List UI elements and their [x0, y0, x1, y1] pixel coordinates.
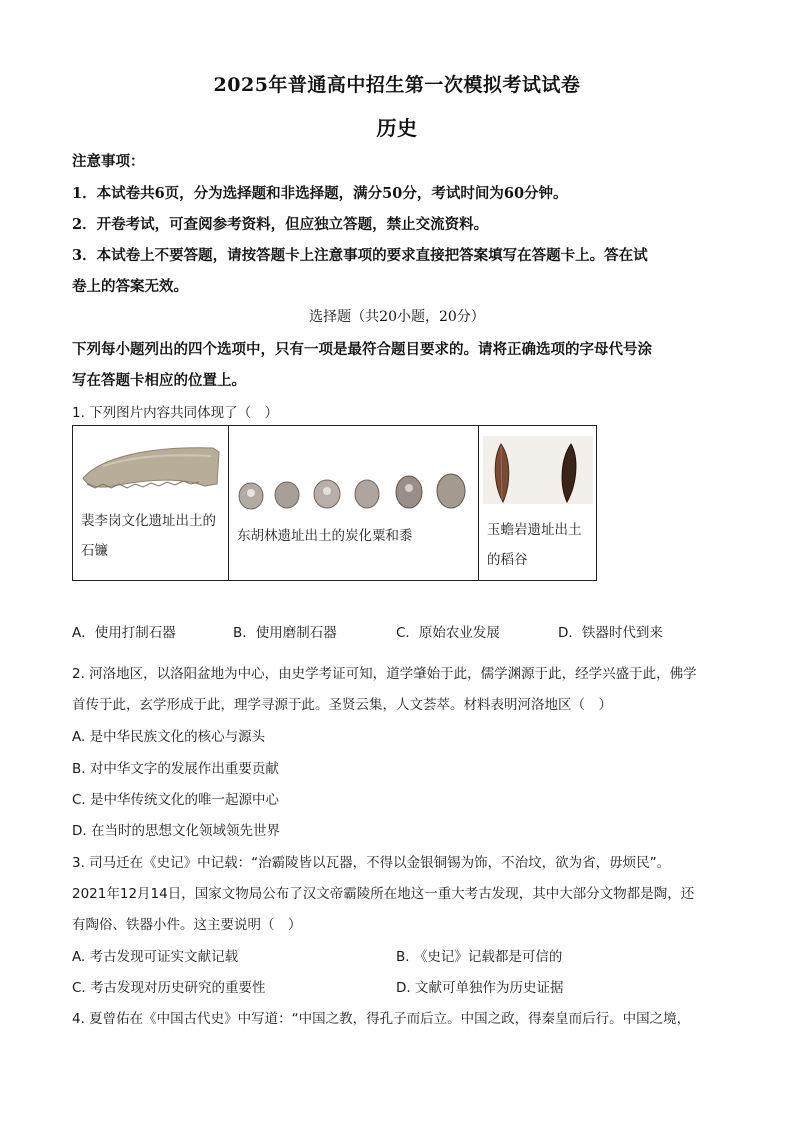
notice-item-2: 2．开卷考试，可查阅参考资料，但应独立答题，禁止交流资料。: [72, 216, 489, 233]
q3-stem-3: 有陶俗、铁器小件。这主要说明（ ）: [72, 917, 302, 933]
q3-option-d: D. 文献可单独作为历史证据: [396, 980, 564, 996]
q2-option-a: A. 是中华民族文化的核心与源头: [72, 729, 266, 745]
q1-option-b: B．使用磨制石器: [233, 625, 337, 641]
notice-heading: 注意事项：: [72, 153, 145, 170]
q1-caption-3a: 玉蟾岩遗址出土: [487, 522, 582, 538]
q3-stem-1: 3. 司马迁在《史记》中记载：“治霸陵皆以瓦器，不得以金银铜锡为饰，不治坟，欲为省，毋烦民”。: [72, 855, 671, 871]
q1-option-a: A．使用打制石器: [72, 625, 176, 641]
notice-item-3: 3．本试卷上不要答题，请按答题卡上注意事项的要求直接把答案填写在答题卡上。答在试: [72, 247, 648, 264]
q1-cell-rice: [479, 426, 597, 581]
q1-cell-sickle: [73, 426, 229, 581]
notice-item-3-cont: 卷上的答案无效。: [72, 278, 188, 295]
q2-option-b: B. 对中华文字的发展作出重要贡献: [72, 761, 279, 777]
q2-stem-1: 2. 河洛地区，以洛阳盆地为中心，由史学考证可知，道学肇始于此，儒学渊源于此，经学兴盛于此，佛学: [72, 666, 697, 682]
q1-option-d: D．铁器时代到来: [558, 625, 663, 641]
notice-item-1: 1．本试卷共6页，分为选择题和非选择题，满分50分，考试时间为60分钟。: [72, 185, 568, 202]
rice-grain-image: [479, 426, 597, 508]
q1-image-table: [72, 425, 597, 581]
section-instruction-2: 写在答题卡相应的位置上。: [72, 372, 246, 389]
q1-caption-2: 东胡林遗址出土的炭化粟和黍: [237, 528, 413, 544]
q1-stem: 1. 下列图片内容共同体现了（ ）: [72, 405, 279, 421]
q3-option-c: C. 考古发现对历史研究的重要性: [72, 980, 266, 996]
section-title: 选择题（共20小题，20分）: [309, 309, 485, 325]
q3-option-a: A. 考古发现可证实文献记载: [72, 949, 239, 965]
q3-stem-2: 2021年12月14日，国家文物局公布了汉文帝霸陵所在地这一重大考古发现，其中大部分文物都是陶，还: [72, 886, 695, 902]
q1-caption-1b: 石镰: [81, 543, 108, 559]
q1-option-c: C．原始农业发展: [396, 625, 500, 641]
exam-title: 2025年普通高中招生第一次模拟考试试卷: [213, 74, 581, 96]
section-instruction-1: 下列每小题列出的四个选项中，只有一项是最符合题目要求的。请将正确选项的字母代号涂: [72, 341, 652, 358]
q2-option-c: C. 是中华传统文化的唯一起源中心: [72, 792, 280, 808]
q1-cell-grains: [229, 426, 479, 581]
q2-stem-2: 首传于此，玄学形成于此，理学寻源于此。圣贤云集，人文荟萃。材料表明河洛地区（ ）: [72, 697, 612, 713]
q2-option-d: D. 在当时的思想文化领域领先世界: [72, 823, 280, 839]
subject-title: 历史: [376, 116, 418, 140]
q1-caption-3b: 的稻谷: [487, 552, 528, 568]
q1-caption-1a: 裴李岗文化遗址出土的: [81, 513, 216, 529]
stone-sickle-image: [73, 426, 229, 506]
q3-option-b: B. 《史记》记载都是可信的: [396, 949, 563, 965]
millet-grains-image: [229, 426, 479, 526]
q4-stem-1: 4. 夏曾佑在《中国古代史》中写道：“中国之教，得孔子而后立。中国之政，得秦皇而后行。中国之境，: [72, 1011, 691, 1027]
